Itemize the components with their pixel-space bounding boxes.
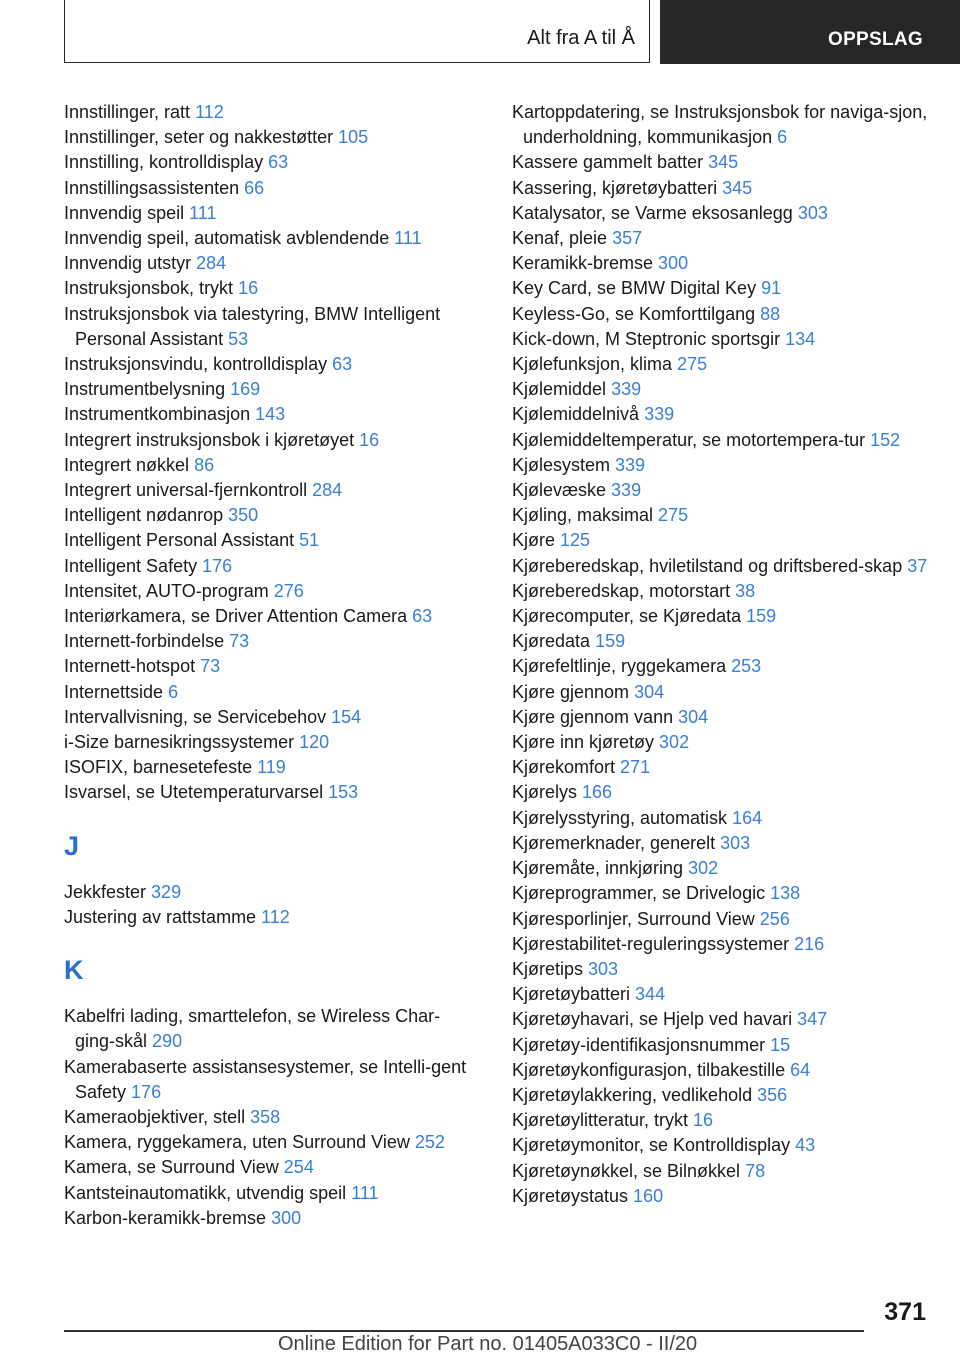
index-entry-term: Kjørelys <box>512 782 578 803</box>
index-entry <box>512 654 932 679</box>
index-entry-term: Kjøretøystatus <box>512 1185 629 1206</box>
index-entry-page-link[interactable]: 15 <box>770 1034 791 1055</box>
index-entry <box>512 1058 932 1083</box>
index-entry-page-link[interactable]: 154 <box>331 706 362 727</box>
index-entry-page-link[interactable]: 303 <box>720 832 751 853</box>
index-entry-page-link[interactable]: 53 <box>228 328 249 349</box>
header-section-tab <box>660 0 960 64</box>
index-entry <box>64 1055 474 1105</box>
index-entry-page-link[interactable]: 176 <box>202 555 233 576</box>
index-entry-page-link[interactable]: 159 <box>746 606 777 627</box>
index-entry-term: Instruksjonsbok, trykt <box>64 278 234 299</box>
index-entry-term: Katalysator, se Varme eksosanlegg <box>512 202 793 223</box>
index-entry <box>64 680 474 705</box>
index-entry-term: Intensitet, AUTO-program <box>64 580 269 601</box>
index-entry-term: Kjøretøylakkering, vedlikehold <box>512 1084 753 1105</box>
index-entry-page-link[interactable]: 125 <box>560 530 591 551</box>
index-entry <box>512 755 932 780</box>
index-entry-term: Innvendig speil, automatisk avblendende <box>64 228 390 249</box>
index-entry <box>64 453 474 478</box>
index-entry <box>64 276 474 301</box>
index-entry-page-link[interactable]: 176 <box>131 1081 162 1102</box>
index-entry <box>64 302 474 352</box>
index-entry <box>64 755 474 780</box>
index-entry <box>64 579 474 604</box>
index-entry-term: Instruksjonsvindu, kontrolldisplay <box>64 354 328 375</box>
index-entry-term: Keramikk-bremse <box>512 253 654 274</box>
index-entry <box>64 226 474 251</box>
index-column-right <box>512 100 932 1209</box>
index-entry-page-link[interactable]: 302 <box>659 732 690 753</box>
index-entry-page-link[interactable]: 138 <box>770 883 801 904</box>
index-entry-page-link[interactable]: 120 <box>299 732 330 753</box>
index-entry <box>512 352 932 377</box>
index-entry-page-link[interactable]: 329 <box>151 881 182 902</box>
index-entry-term: Kjøretips <box>512 958 584 979</box>
index-entry-page-link[interactable]: 73 <box>229 631 250 652</box>
index-entry <box>64 880 474 905</box>
footer-edition-text: Online Edition for Part no. 01405A033C0 - II/20 <box>278 1333 698 1355</box>
index-entry <box>512 831 932 856</box>
index-entry-page-link[interactable]: 358 <box>250 1106 281 1127</box>
index-entry-page-link[interactable]: 37 <box>907 555 928 576</box>
index-entry <box>512 579 932 604</box>
index-entry <box>64 402 474 427</box>
index-entry-page-link[interactable]: 169 <box>230 379 261 400</box>
index-entry <box>64 1105 474 1130</box>
index-entry-page-link[interactable]: 275 <box>677 354 708 375</box>
index-entry-page-link[interactable]: 88 <box>760 303 781 324</box>
index-entry <box>512 806 932 831</box>
index-entry-term: Kjøretøylitteratur, trykt <box>512 1110 689 1131</box>
index-entry-page-link[interactable]: 78 <box>745 1160 766 1181</box>
index-entry-page-link[interactable]: 356 <box>757 1084 788 1105</box>
index-entry-page-link[interactable]: 111 <box>189 202 217 223</box>
index-entry <box>512 730 932 755</box>
index-entry-term: Kantsteinautomatikk, utvendig speil <box>64 1182 347 1203</box>
index-entry-term: Kjøretøynøkkel, se Bilnøkkel <box>512 1160 741 1181</box>
index-entry <box>512 1184 932 1209</box>
index-entry-term: Internettside <box>64 681 164 702</box>
index-entry-page-link[interactable]: 86 <box>194 454 215 475</box>
index-entry-page-link[interactable]: 252 <box>414 1132 445 1153</box>
index-entry <box>512 302 932 327</box>
index-entry-page-link[interactable]: 51 <box>299 530 320 551</box>
index-entry-page-link[interactable]: 111 <box>394 228 422 249</box>
index-entry <box>512 1083 932 1108</box>
index-entry <box>512 503 932 528</box>
index-entry-page-link[interactable]: 6 <box>777 127 788 148</box>
index-entry-term: Kjøreberedskap, hviletilstand og driftsbered-skap <box>512 555 903 576</box>
index-entry-term: Kassering, kjøretøybatteri <box>512 177 718 198</box>
index-entry-page-link[interactable]: 16 <box>693 1110 714 1131</box>
index-entry <box>64 1155 474 1180</box>
chapter-title: Alt fra A til Å <box>527 27 635 49</box>
index-entry-term: Integrert instruksjonsbok i kjøretøyet <box>64 429 355 450</box>
index-entry <box>512 402 932 427</box>
index-entry <box>512 176 932 201</box>
index-entry-page-link[interactable]: 63 <box>412 606 433 627</box>
index-entry-term: Intelligent nødanrop <box>64 505 224 526</box>
index-entry <box>512 881 932 906</box>
index-entry-term: Kjøretøy-identifikasjonsnummer <box>512 1034 766 1055</box>
index-entry-term: Kjølevæske <box>512 480 607 501</box>
index-entry <box>64 654 474 679</box>
index-entry-term: Kjøre gjennom <box>512 681 630 702</box>
index-entry <box>512 604 932 629</box>
index-entry-term: Innstillinger, ratt <box>64 102 191 122</box>
index-entry-page-link[interactable]: 256 <box>759 908 790 929</box>
index-entry <box>512 150 932 175</box>
index-entry-term: Innstilling, kontrolldisplay <box>64 152 264 173</box>
index-entry-page-link[interactable]: 345 <box>708 152 739 173</box>
index-entry <box>64 150 474 175</box>
index-entry-term: Kjøretøymonitor, se Kontrolldisplay <box>512 1135 791 1156</box>
index-entry <box>64 201 474 226</box>
index-entry-term: Kassere gammelt batter <box>512 152 704 173</box>
index-entry <box>512 932 932 957</box>
index-entry-page-link[interactable]: 105 <box>338 127 369 148</box>
index-entry <box>64 528 474 553</box>
index-entry <box>512 377 932 402</box>
index-entry-page-link[interactable]: 216 <box>794 933 825 954</box>
index-entry-term: i-Size barnesikringssystemer <box>64 732 295 753</box>
index-entry <box>64 478 474 503</box>
index-entry-term: Internett-forbindelse <box>64 631 225 652</box>
index-entry-page-link[interactable]: 339 <box>644 404 675 425</box>
index-list-i <box>64 100 474 806</box>
index-entry <box>512 680 932 705</box>
index-entry <box>64 1181 474 1206</box>
index-entry-page-link[interactable]: 6 <box>168 681 179 702</box>
index-entry <box>512 528 932 553</box>
index-entry-term: Kjøre inn kjøretøy <box>512 732 655 753</box>
index-entry <box>512 780 932 805</box>
index-entry-term: Innvendig utstyr <box>64 253 192 274</box>
index-entry-page-link[interactable]: 339 <box>611 480 642 501</box>
index-entry-term: Justering av rattstamme <box>64 906 257 927</box>
index-entry <box>512 251 932 276</box>
index-entry <box>512 478 932 503</box>
index-entry-term: Kjøre gjennom vann <box>512 706 674 727</box>
index-entry-term: Intelligent Personal Assistant <box>64 530 295 551</box>
index-entry-page-link[interactable]: 152 <box>870 429 901 450</box>
index-entry-page-link[interactable]: 275 <box>658 505 689 526</box>
index-entry-page-link[interactable]: 303 <box>588 958 619 979</box>
index-entry <box>512 907 932 932</box>
index-entry-term: Kjørecomputer, se Kjøredata <box>512 606 742 627</box>
index-entry-term: Integrert nøkkel <box>64 454 190 475</box>
index-entry-term: Kamerabaserte assistansesystemer, se Intelli-gent Safety <box>64 1056 467 1102</box>
index-entry-page-link[interactable]: 345 <box>722 177 753 198</box>
index-entry-term: Keyless-Go, se Komforttilgang <box>512 303 756 324</box>
index-entry <box>512 629 932 654</box>
index-entry-page-link[interactable]: 339 <box>615 454 646 475</box>
index-entry-term: Kjørefeltlinje, ryggekamera <box>512 656 727 677</box>
index-entry-term: Kjørekomfort <box>512 757 616 778</box>
index-entry <box>512 705 932 730</box>
index-entry-term: Intervallvisning, se Servicebehov <box>64 706 327 727</box>
index-entry-page-link[interactable]: 164 <box>732 807 763 828</box>
index-entry-term: Kjøremerknader, generelt <box>512 832 716 853</box>
index-entry-page-link[interactable]: 347 <box>797 1009 828 1030</box>
index-entry-page-link[interactable]: 134 <box>785 328 816 349</box>
index-entry-term: Jekkfester <box>64 881 147 902</box>
index-entry-term: Innvendig speil <box>64 202 185 223</box>
index-entry-page-link[interactable]: 153 <box>328 782 359 803</box>
index-entry-page-link[interactable]: 254 <box>283 1157 314 1178</box>
index-entry <box>64 1206 474 1231</box>
index-entry-page-link[interactable]: 276 <box>273 580 304 601</box>
index-entry-page-link[interactable]: 344 <box>635 984 666 1005</box>
index-entry <box>512 1159 932 1184</box>
index-entry <box>512 1133 932 1158</box>
index-entry-term: Karbon-keramikk-bremse <box>64 1207 267 1228</box>
index-entry-page-link[interactable]: 284 <box>196 253 227 274</box>
index-entry <box>512 201 932 226</box>
index-entry <box>64 428 474 453</box>
index-entry-term: ISOFIX, barnesetefeste <box>64 757 253 778</box>
index-entry-page-link[interactable]: 357 <box>612 228 643 249</box>
index-entry <box>512 327 932 352</box>
index-entry <box>512 428 932 453</box>
index-entry-page-link[interactable]: 284 <box>312 480 343 501</box>
footer-divider <box>64 1330 864 1332</box>
index-entry <box>512 100 932 150</box>
index-entry <box>512 1007 932 1032</box>
index-entry-page-link[interactable]: 339 <box>611 379 642 400</box>
index-entry-page-link[interactable]: 143 <box>255 404 286 425</box>
index-entry-term: Kjølemiddel <box>512 379 607 400</box>
index-list-k-continued <box>512 100 932 1209</box>
index-entry-page-link[interactable]: 16 <box>359 429 380 450</box>
index-entry-term: Kjøreprogrammer, se Drivelogic <box>512 883 766 904</box>
index-entry <box>512 856 932 881</box>
index-entry-term: Interiørkamera, se Driver Attention Camera <box>64 606 408 627</box>
index-entry-term: Instruksjonsbok via talestyring, BMW Intelligent Personal Assistant <box>64 303 441 349</box>
index-entry-term: Kjørelysstyring, automatisk <box>512 807 728 828</box>
index-entry <box>64 730 474 755</box>
index-list-k <box>64 1004 474 1231</box>
index-entry-term: Kjøredata <box>512 631 591 652</box>
index-entry <box>64 176 474 201</box>
index-entry-page-link[interactable]: 91 <box>761 278 782 299</box>
index-entry-term: Kjøresporlinjer, Surround View <box>512 908 755 929</box>
index-entry-page-link[interactable]: 66 <box>244 177 265 198</box>
index-entry-page-link[interactable]: 302 <box>688 858 719 879</box>
index-entry-term: Internett-hotspot <box>64 656 196 677</box>
index-entry-term: Kjølefunksjon, klima <box>512 354 673 375</box>
index-entry-page-link[interactable]: 64 <box>790 1059 811 1080</box>
index-entry-page-link[interactable]: 304 <box>634 681 665 702</box>
index-entry <box>512 1033 932 1058</box>
index-entry-page-link[interactable]: 119 <box>257 757 286 778</box>
index-entry-page-link[interactable]: 112 <box>195 102 224 122</box>
index-entry <box>512 982 932 1007</box>
index-entry-term: Kjøretøybatteri <box>512 984 631 1005</box>
index-list-j <box>64 880 474 930</box>
index-entry-page-link[interactable]: 43 <box>795 1135 816 1156</box>
index-entry <box>512 554 932 579</box>
index-entry-term: Instrumentkombinasjon <box>64 404 251 425</box>
index-entry-term: Kenaf, pleie <box>512 228 608 249</box>
index-entry-page-link[interactable]: 271 <box>620 757 651 778</box>
index-entry-term: Integrert universal-fjernkontroll <box>64 480 308 501</box>
index-entry-term: Kamera, se Surround View <box>64 1157 279 1178</box>
index-entry-term: Isvarsel, se Utetemperaturvarsel <box>64 782 324 803</box>
index-entry-page-link[interactable]: 112 <box>261 906 290 927</box>
index-entry-page-link[interactable]: 290 <box>152 1031 183 1052</box>
index-entry-page-link[interactable]: 73 <box>200 656 221 677</box>
index-entry <box>512 276 932 301</box>
index-entry-term: Intelligent Safety <box>64 555 198 576</box>
index-entry-term: Kjøremåte, innkjøring <box>512 858 684 879</box>
index-entry-page-link[interactable]: 300 <box>658 253 689 274</box>
index-entry-term: Key Card, se BMW Digital Key <box>512 278 757 299</box>
index-entry <box>512 957 932 982</box>
index-entry <box>64 604 474 629</box>
index-entry-term: Kjøreberedskap, motorstart <box>512 580 731 601</box>
index-entry-page-link[interactable]: 159 <box>595 631 626 652</box>
page-number: 371 <box>884 1298 926 1326</box>
index-entry <box>64 352 474 377</box>
index-entry-term: Kjøre <box>512 530 556 551</box>
index-entry <box>64 780 474 805</box>
index-entry-page-link[interactable]: 166 <box>582 782 613 803</box>
index-entry-term: Innstillingsassistenten <box>64 177 240 198</box>
index-letter-j: J <box>64 830 80 861</box>
index-entry <box>512 453 932 478</box>
index-entry-page-link[interactable]: 111 <box>351 1182 379 1203</box>
index-entry-term: Kjølemiddelnivå <box>512 404 640 425</box>
index-entry-term: Innstillinger, seter og nakkestøtter <box>64 127 334 148</box>
index-entry-term: Kjølemiddeltemperatur, se motortempera-tur <box>512 429 866 450</box>
index-entry-page-link[interactable]: 160 <box>633 1185 664 1206</box>
index-entry-term: Kabelfri lading, smarttelefon, se Wireless Char-ging-skål <box>64 1006 441 1052</box>
index-entry <box>64 125 474 150</box>
index-entry-page-link[interactable]: 300 <box>271 1207 302 1228</box>
index-entry-term: Kameraobjektiver, stell <box>64 1106 246 1127</box>
index-entry <box>64 905 474 930</box>
index-entry-term: Kjølesystem <box>512 454 611 475</box>
index-entry <box>64 1004 474 1054</box>
index-entry-term: Kjørestabilitet-reguleringssystemer <box>512 933 790 954</box>
index-entry-term: Kamera, ryggekamera, uten Surround View <box>64 1132 410 1153</box>
index-entry-page-link[interactable]: 350 <box>228 505 259 526</box>
index-entry-page-link[interactable]: 304 <box>678 706 709 727</box>
index-entry-term: Kjøling, maksimal <box>512 505 654 526</box>
header-chapter-box <box>64 0 650 63</box>
index-entry-term: Instrumentbelysning <box>64 379 226 400</box>
index-entry-page-link[interactable]: 63 <box>268 152 289 173</box>
index-entry-page-link[interactable]: 303 <box>797 202 828 223</box>
section-title: OPPSLAG <box>828 29 924 50</box>
index-entry <box>64 377 474 402</box>
index-letter-k: K <box>64 955 84 986</box>
index-entry-term: Kartoppdatering, se Instruksjonsbok for naviga-sjon, underholdning, kommunikasjon <box>512 102 928 148</box>
index-entry-page-link[interactable]: 16 <box>238 278 259 299</box>
index-entry <box>64 1130 474 1155</box>
index-entry-term: Kjøretøykonfigurasjon, tilbakestille <box>512 1059 786 1080</box>
index-entry <box>64 503 474 528</box>
index-column-left <box>64 100 474 1231</box>
index-entry-page-link[interactable]: 253 <box>731 656 762 677</box>
index-entry <box>64 251 474 276</box>
index-entry-term: Kjøretøyhavari, se Hjelp ved havari <box>512 1009 793 1030</box>
index-entry <box>512 1108 932 1133</box>
index-entry <box>64 629 474 654</box>
index-entry-page-link[interactable]: 63 <box>332 354 353 375</box>
index-entry-term: Kick-down, M Steptronic sportsgir <box>512 328 781 349</box>
index-entry <box>512 226 932 251</box>
index-entry-page-link[interactable]: 38 <box>735 580 756 601</box>
index-entry <box>64 705 474 730</box>
index-entry <box>64 554 474 579</box>
index-entry <box>64 100 474 125</box>
